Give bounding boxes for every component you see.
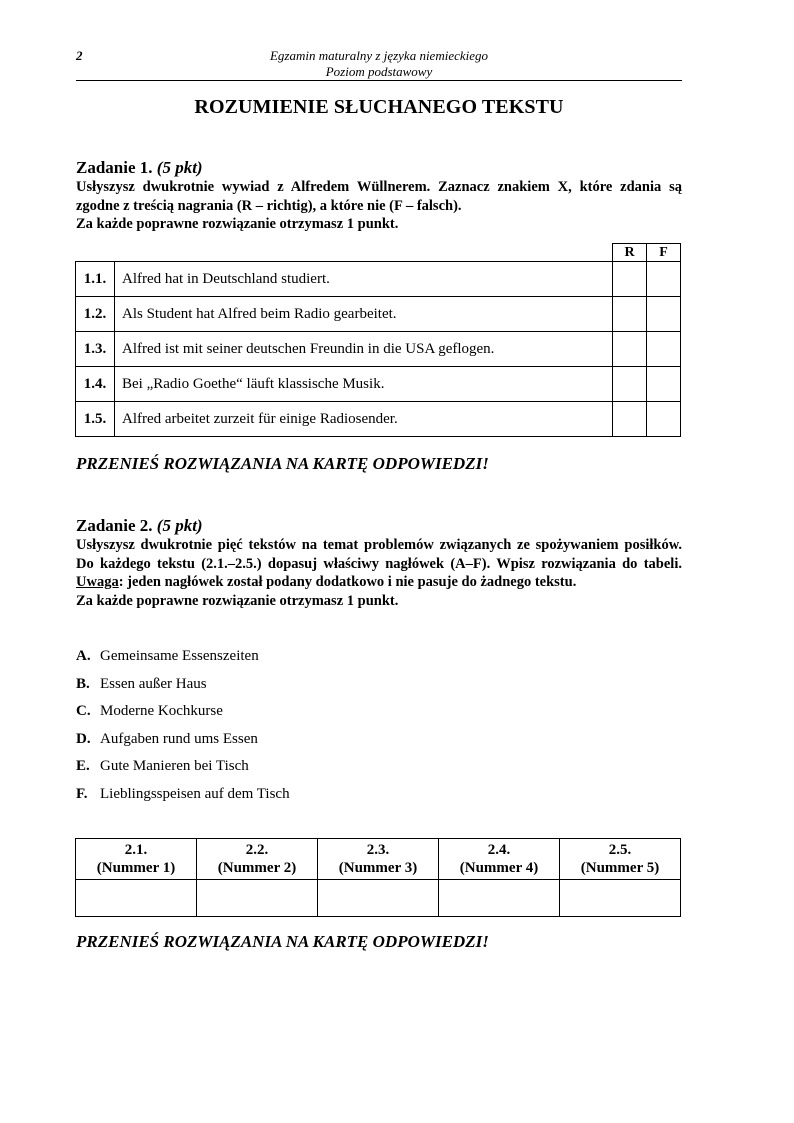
page-number: 2: [76, 48, 83, 63]
list-item: [76, 646, 290, 674]
table-row: [76, 402, 681, 437]
table-header-row: [76, 244, 681, 262]
task1-heading: [76, 158, 203, 178]
table-row: [76, 297, 681, 332]
list-item: [76, 701, 290, 729]
header-divider: [76, 80, 682, 81]
task2-transfer-note: PRZENIEŚ ROZWIĄZANIA NA KARTĘ ODPOWIEDZI!: [76, 932, 489, 951]
task1-points: (5 pkt): [156, 158, 203, 177]
column-label: (Nummer 3): [338, 860, 418, 876]
answer-box-f[interactable]: [647, 262, 681, 297]
statement-text: Alfred hat in Deutschland studiert.: [115, 262, 613, 297]
matching-answer-table: [75, 838, 681, 917]
option-text: Lieblingsspeisen auf dem Tisch: [100, 785, 290, 802]
list-item: [76, 756, 290, 784]
list-item: [76, 784, 290, 812]
column-f: F: [647, 244, 681, 262]
list-item: [76, 674, 290, 702]
answer-box-f[interactable]: [647, 367, 681, 402]
table-row: [76, 262, 681, 297]
option-letter: C.: [76, 703, 91, 719]
answer-column-header: [197, 839, 318, 880]
column-label: (Nummer 2): [217, 860, 297, 876]
answer-box-r[interactable]: [613, 367, 647, 402]
option-letter: F.: [76, 785, 88, 802]
task2-points: (5 pkt): [156, 516, 203, 535]
column-number: 2.1.: [124, 842, 148, 858]
task2-instruction: [76, 536, 682, 592]
statement-text: Alfred ist mit seiner deutschen Freundin in die USA geflogen.: [115, 332, 613, 367]
answer-cell[interactable]: [76, 880, 197, 917]
note-label: Uwaga: [76, 574, 119, 590]
task1-instruction: Usłyszysz dwukrotnie wywiad z Alfredem Wüllnerem. Zaznacz znakiem X, które zdania są zgodne z treścią nagrania (R – richtig), a które nie (F – falsch).: [76, 179, 682, 214]
task2-instructions: [76, 536, 682, 610]
task1-scoring: Za każde poprawne rozwiązanie otrzymasz 1 punkt.: [76, 216, 399, 232]
exam-level: Poziom podstawowy: [325, 64, 433, 79]
statement-text: Bei „Radio Goethe“ läuft klassische Musik.: [115, 367, 613, 402]
list-item: [76, 729, 290, 757]
answer-column-header: [318, 839, 439, 880]
answer-box-f[interactable]: [647, 297, 681, 332]
answer-cell[interactable]: [197, 880, 318, 917]
task2-title: Zadanie 2.: [76, 516, 153, 535]
option-text: Moderne Kochkurse: [100, 703, 223, 719]
answer-box-f[interactable]: [647, 402, 681, 437]
answer-box-r[interactable]: [613, 402, 647, 437]
task2-scoring: Za każde poprawne rozwiązanie otrzymasz 1 punkt.: [76, 592, 399, 609]
answer-cell[interactable]: [318, 880, 439, 917]
table-header-row: [76, 839, 681, 880]
column-r: R: [613, 244, 647, 262]
statement-number: 1.1.: [76, 262, 115, 297]
task1-transfer-note: PRZENIEŚ ROZWIĄZANIA NA KARTĘ ODPOWIEDZI!: [76, 454, 489, 473]
headline-options: [76, 646, 290, 811]
answer-column-header: [560, 839, 681, 880]
answer-cell[interactable]: [439, 880, 560, 917]
task1-instructions: [76, 178, 682, 234]
answer-box-r[interactable]: [613, 297, 647, 332]
option-text: Aufgaben rund ums Essen: [100, 730, 258, 747]
option-letter: B.: [76, 675, 90, 692]
column-number: 2.2.: [245, 842, 269, 858]
answer-column-header: [76, 839, 197, 880]
answer-column-header: [439, 839, 560, 880]
exam-title: Egzamin maturalny z języka niemieckiego: [269, 48, 489, 63]
answer-box-f[interactable]: [647, 332, 681, 367]
statement-number: 1.4.: [76, 367, 115, 402]
column-label: (Nummer 5): [580, 860, 660, 876]
column-number: 2.3.: [366, 842, 390, 858]
statement-number: 1.5.: [76, 402, 115, 437]
option-text: Gemeinsame Essenszeiten: [100, 648, 259, 664]
true-false-table: [75, 243, 681, 437]
task2-heading: [76, 516, 203, 536]
column-label: (Nummer 4): [459, 860, 539, 876]
column-label: (Nummer 1): [96, 860, 176, 876]
table-row: [76, 332, 681, 367]
statement-number: 1.3.: [76, 332, 115, 367]
option-text: Essen außer Haus: [100, 675, 207, 692]
column-number: 2.4.: [487, 842, 511, 858]
column-number: 2.5.: [608, 842, 632, 858]
answer-box-r[interactable]: [613, 262, 647, 297]
option-letter: A.: [76, 648, 91, 664]
statement-number: 1.2.: [76, 297, 115, 332]
section-title: ROZUMIENIE SŁUCHANEGO TEKSTU: [194, 96, 564, 118]
answer-row: [76, 880, 681, 917]
answer-cell[interactable]: [560, 880, 681, 917]
option-letter: D.: [76, 730, 91, 747]
task2-instruction-main: Usłyszysz dwukrotnie pięć tekstów na temat problemów związanych ze spożywaniem posiłków. Do każdego tekstu (2.1.–2.5.) dopasuj właściwy nagłówek (A–F). Wpisz rozwiązania do tabeli.: [76, 537, 682, 572]
task2-instruction-note: : jeden nagłówek został podany dodatkowo i nie pasuje do żadnego tekstu.: [118, 574, 577, 590]
option-letter: E.: [76, 758, 90, 774]
task1-title: Zadanie 1.: [76, 158, 153, 177]
table-row: [76, 367, 681, 402]
option-text: Gute Manieren bei Tisch: [100, 758, 249, 774]
answer-box-r[interactable]: [613, 332, 647, 367]
statement-text: Als Student hat Alfred beim Radio gearbeitet.: [115, 297, 613, 332]
statement-text: Alfred arbeitet zurzeit für einige Radiosender.: [115, 402, 613, 437]
running-head: [76, 48, 682, 80]
